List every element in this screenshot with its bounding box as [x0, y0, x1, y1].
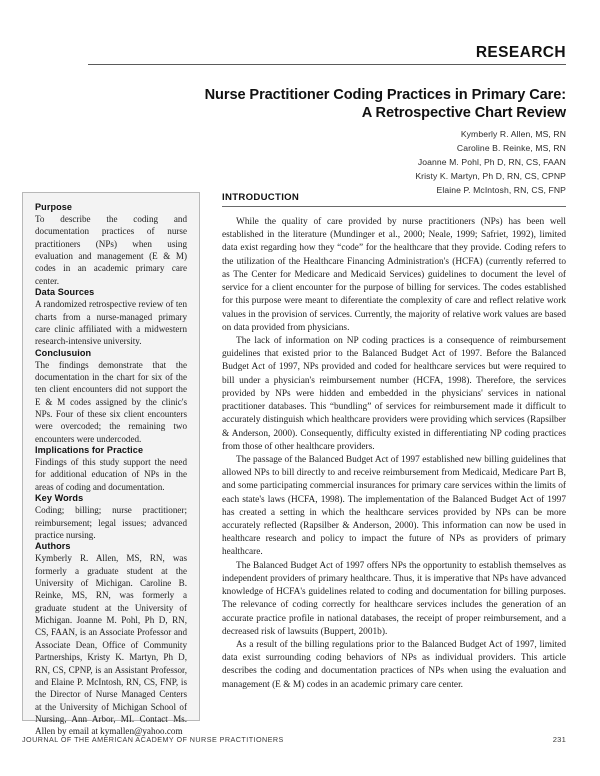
sidebar-text-authors: Kymberly R. Allen, MS, RN, was formerly a graduate student at the University of Michigan. Caroline B. Reinke, MS, RN, was formerly a graduate student at the University of Michigan. Joanne M. Pohl, Ph D, RN, CS, FAAN, is an Associate Professor and Associate Dean, Office of Community Partnerships, Kristy K. Martyn, Ph D, RN, CS, CPNP, is an Assistant Professor, and Elaine P. McIntosh, RN, CS, FNP, is the Director of Nurse Managed Centers at the University of Michigan School of Nursing, Ann Arbor, MI. Contact Ms. Allen by email at kymallen@yahoo.com	[35, 553, 187, 737]
footer-page-number: 231	[552, 735, 566, 744]
author-line: Elaine P. McIntosh, RN, CS, FNP	[436, 184, 566, 195]
main-column	[222, 192, 566, 692]
sidebar-section-implications	[35, 445, 187, 493]
sidebar-heading-data-sources: Data Sources	[35, 287, 95, 298]
running-head-label: RESEARCH	[475, 44, 566, 61]
author-line: Caroline B. Reinke, MS, RN	[456, 142, 566, 153]
title-line-2: A Retrospective Chart Review	[361, 105, 566, 122]
footer-journal-name: JOURNAL OF THE AMERICAN ACADEMY OF NURSE PRACTITIONERS	[22, 735, 284, 744]
sidebar-text-implications: Findings of this study support the need for additional education of NPs in the areas of coding and documentation.	[35, 457, 187, 492]
sidebar-section-key-words	[35, 493, 187, 541]
sidebar-text-data-sources: A randomized retrospective review of ten charts from a nurse-managed primary care clinic affiliated with a midwestern research-intensive university.	[35, 299, 187, 347]
running-head	[88, 44, 566, 65]
section-heading-rule	[222, 206, 566, 207]
sidebar-heading-key-words: Key Words	[35, 493, 84, 504]
page-footer	[22, 735, 566, 744]
sidebar-text-conclusion: The findings demonstrate that the documentation in the chart for six of the ten client encounters did not support the E & M codes assigned by the clinic's NPs. Four of these six client encounters were overcoded; the remaining two encounters were undercoded.	[35, 359, 187, 444]
body-paragraph: While the quality of care provided by nurse practitioners (NPs) has been well established in the literature (Mundinger et al., 2000; Neale, 1999; Safriet, 1992), limited data exist regarding how they “code” for the healthcare that they provide. Coding refers to the utilization of the Healthcare Financing Administration's (HCFA) (currently referred to as The Center for Medicare and Medicaid Services) guidelines to document the level of service for a client encounter for the purpose of billing for services. The codes established for this purpose were meant to diferentiate the complexity of care and reflect relative work values in the provision of services. Currently, the majority of relative work values are based on data provided from physicians.	[222, 217, 566, 333]
body-paragraph: The passage of the Balanced Budget Act of 1997 established new billing guidelines that allowed NPs to bill directly to and receive reimbursement from Medicaid, Medicare Part B, and some participating commercial insurances for primary care services within the limits of each state's laws (HCFA, 1998). The implementation of the Balanced Budget Act of 1997 has created a setting in which the healthcare services provided by NPs can be more accurately reflected (Rapsilber & Anderson, 2000). This information can now be used in healthcare research and policy to impact the future of NPs as providers of primary healthcare.	[222, 454, 566, 558]
body-paragraph: As a result of the billing regulations prior to the Balanced Budget Act of 1997, limited data exist surrounding coding behaviors of NPs as individual providers. This article describes the coding and documentation practices of NPs when using the evaluation and management (E & M) codes in an academic primary care center.	[222, 640, 566, 690]
sidebar-section-conclusion	[35, 348, 187, 446]
section-heading-introduction: INTRODUCTION	[222, 192, 300, 203]
sidebar-heading-conclusion: Conclusuion	[35, 347, 92, 358]
body-paragraph: The Balanced Budget Act of 1997 offers NPs the opportunity to establish themselves as independent providers of primary healthcare. Thus, it is imperative that NPs have advanced knowledge of HCFA's guidelines related to coding and documentation for billing purposes. The relevance of coding correctly for healthcare services includes the generation of an accurate practice profile in national databases, the receipt of proper reimbursement, and a decreased risk of lawsuits (Buppert, 2001b).	[222, 560, 566, 637]
sidebar-text-key-words: Coding; billing; nurse practitioner; reimbursement; legal issues; advanced practice nursing.	[35, 505, 187, 540]
author-line: Kristy K. Martyn, Ph D, RN, CS, CPNP	[415, 170, 566, 181]
article-title	[150, 86, 566, 123]
sidebar-section-authors	[35, 541, 187, 737]
running-head-rule	[88, 64, 566, 65]
sidebar-heading-authors: Authors	[35, 541, 71, 552]
title-line-1: Nurse Practitioner Coding Practices in Primary Care:	[204, 87, 566, 103]
author-list	[220, 128, 566, 198]
sidebar-text-purpose: To describe the coding and documentation practices of nurse practitioners (NPs) when using evaluation and management (E & M) codes in an academic primary care center.	[35, 214, 187, 286]
sidebar-heading-implications: Implications for Practice	[35, 445, 144, 456]
author-line: Kymberly R. Allen, MS, RN	[460, 129, 566, 139]
sidebar-section-data-sources	[35, 287, 187, 347]
author-line: Joanne M. Pohl, Ph D, RN, CS, FAAN	[417, 156, 566, 167]
body-paragraph: The lack of information on NP coding practices is a consequence of reimbursement guidelines that existed prior to the Balanced Budget Act of 1997. Before the Balanced Budget Act of 1997, NPs provided and coded for healthcare services but were required to bill under a physician's reimbursement number (HCFA, 1998). Therefore, the services provided by NPs were hidden and embedded in the physicians' services in national practitioner databases. This “bundling” of services for reimbursement made it difficult to accurately distinguish which healthcare providers were providing which services (Rapsilber & Anderson, 2000). Consequently, difficulty existed in differentiating NP coding practices from those of other healthcare providers.	[222, 335, 566, 452]
abstract-sidebar	[22, 192, 200, 737]
sidebar-heading-purpose: Purpose	[35, 202, 73, 212]
sidebar-section-purpose	[35, 202, 187, 287]
